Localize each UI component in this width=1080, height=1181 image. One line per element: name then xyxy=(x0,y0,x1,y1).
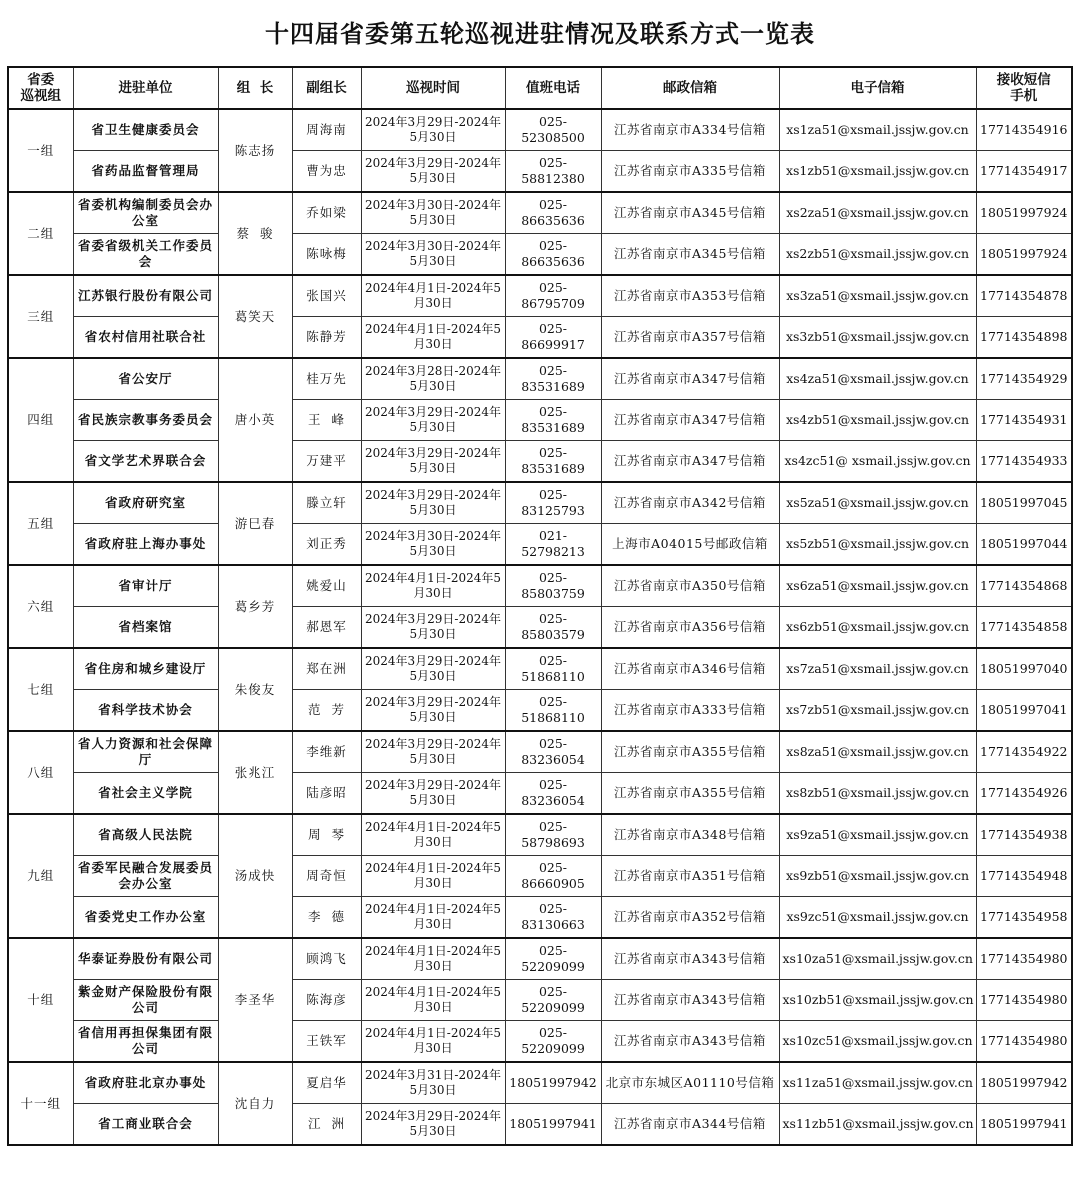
duty-phone: 025-51868110 xyxy=(505,690,601,732)
inspection-time: 2024年4月1日-2024年5月30日 xyxy=(361,317,505,359)
email-address: xs7za51@xsmail.jssjw.gov.cn xyxy=(779,648,976,690)
leader-name: 李圣华 xyxy=(218,938,292,1062)
deputy-name: 王 峰 xyxy=(292,400,361,441)
unit-name: 省高级人民法院 xyxy=(73,814,218,856)
deputy-name: 顾鸿飞 xyxy=(292,938,361,980)
unit-name: 省科学技术协会 xyxy=(73,690,218,732)
inspection-time: 2024年3月29日-2024年5月30日 xyxy=(361,773,505,815)
duty-phone: 025-83130663 xyxy=(505,897,601,939)
inspection-time: 2024年4月1日-2024年5月30日 xyxy=(361,897,505,939)
header-deputy: 副组长 xyxy=(292,67,361,109)
duty-phone: 025-86660905 xyxy=(505,856,601,897)
sms-mobile: 17714354926 xyxy=(976,773,1072,815)
deputy-name: 李维新 xyxy=(292,731,361,773)
sms-mobile: 17714354898 xyxy=(976,317,1072,359)
postal-mailbox: 江苏省南京市A343号信箱 xyxy=(601,1021,779,1063)
deputy-name: 乔如梁 xyxy=(292,192,361,234)
email-address: xs5zb51@xsmail.jssjw.gov.cn xyxy=(779,524,976,566)
table-row xyxy=(8,607,1072,649)
postal-mailbox: 江苏省南京市A355号信箱 xyxy=(601,731,779,773)
deputy-name: 张国兴 xyxy=(292,275,361,317)
inspection-time: 2024年4月1日-2024年5月30日 xyxy=(361,565,505,607)
duty-phone: 025-52209099 xyxy=(505,980,601,1021)
postal-mailbox: 江苏省南京市A333号信箱 xyxy=(601,690,779,732)
unit-name: 省审计厅 xyxy=(73,565,218,607)
inspection-time: 2024年3月29日-2024年5月30日 xyxy=(361,1104,505,1146)
inspection-time: 2024年3月30日-2024年5月30日 xyxy=(361,192,505,234)
sms-mobile: 18051997045 xyxy=(976,482,1072,524)
sms-mobile: 17714354980 xyxy=(976,980,1072,1021)
postal-mailbox: 江苏省南京市A351号信箱 xyxy=(601,856,779,897)
unit-name: 省公安厅 xyxy=(73,358,218,400)
inspection-time: 2024年3月29日-2024年5月30日 xyxy=(361,441,505,483)
leader-name: 张兆江 xyxy=(218,731,292,814)
email-address: xs10za51@xsmail.jssjw.gov.cn xyxy=(779,938,976,980)
deputy-name: 姚爱山 xyxy=(292,565,361,607)
deputy-name: 江 洲 xyxy=(292,1104,361,1146)
postal-mailbox: 江苏省南京市A355号信箱 xyxy=(601,773,779,815)
sms-mobile: 17714354917 xyxy=(976,151,1072,193)
inspection-time: 2024年4月1日-2024年5月30日 xyxy=(361,938,505,980)
email-address: xs6zb51@xsmail.jssjw.gov.cn xyxy=(779,607,976,649)
deputy-name: 曹为忠 xyxy=(292,151,361,193)
email-address: xs10zb51@xsmail.jssjw.gov.cn xyxy=(779,980,976,1021)
inspection-time: 2024年3月29日-2024年5月30日 xyxy=(361,400,505,441)
unit-name: 省工商业联合会 xyxy=(73,1104,218,1146)
sms-mobile: 17714354868 xyxy=(976,565,1072,607)
table-row xyxy=(8,275,1072,317)
email-address: xs4za51@xsmail.jssjw.gov.cn xyxy=(779,358,976,400)
duty-phone: 18051997941 xyxy=(505,1104,601,1146)
postal-mailbox: 江苏省南京市A343号信箱 xyxy=(601,980,779,1021)
unit-name: 省委省级机关工作委员会 xyxy=(73,234,218,276)
email-address: xs9za51@xsmail.jssjw.gov.cn xyxy=(779,814,976,856)
duty-phone: 025-83531689 xyxy=(505,358,601,400)
duty-phone: 025-83236054 xyxy=(505,731,601,773)
postal-mailbox: 江苏省南京市A342号信箱 xyxy=(601,482,779,524)
duty-phone: 025-52308500 xyxy=(505,109,601,151)
table-row xyxy=(8,1104,1072,1146)
table-row xyxy=(8,897,1072,939)
table-row xyxy=(8,814,1072,856)
postal-mailbox: 江苏省南京市A346号信箱 xyxy=(601,648,779,690)
leader-name: 唐小英 xyxy=(218,358,292,482)
leader-name: 葛笑天 xyxy=(218,275,292,358)
inspection-time: 2024年4月1日-2024年5月30日 xyxy=(361,814,505,856)
deputy-name: 李 德 xyxy=(292,897,361,939)
email-address: xs9zc51@xsmail.jssjw.gov.cn xyxy=(779,897,976,939)
unit-name: 省政府驻北京办事处 xyxy=(73,1062,218,1104)
deputy-name: 陈咏梅 xyxy=(292,234,361,276)
email-address: xs3za51@xsmail.jssjw.gov.cn xyxy=(779,275,976,317)
inspection-time: 2024年3月29日-2024年5月30日 xyxy=(361,648,505,690)
unit-name: 华泰证券股份有限公司 xyxy=(73,938,218,980)
unit-name: 省人力资源和社会保障厅 xyxy=(73,731,218,773)
table-row xyxy=(8,773,1072,815)
postal-mailbox: 江苏省南京市A348号信箱 xyxy=(601,814,779,856)
deputy-name: 刘正秀 xyxy=(292,524,361,566)
leader-name: 朱俊友 xyxy=(218,648,292,731)
table-row xyxy=(8,856,1072,897)
table-row xyxy=(8,1021,1072,1063)
postal-mailbox: 江苏省南京市A356号信箱 xyxy=(601,607,779,649)
deputy-name: 周 琴 xyxy=(292,814,361,856)
group-name: 七组 xyxy=(8,648,73,731)
unit-name: 紫金财产保险股份有限公司 xyxy=(73,980,218,1021)
email-address: xs10zc51@xsmail.jssjw.gov.cn xyxy=(779,1021,976,1063)
email-address: xs2za51@xsmail.jssjw.gov.cn xyxy=(779,192,976,234)
leader-name: 汤成快 xyxy=(218,814,292,938)
table-header-row xyxy=(8,67,1072,109)
sms-mobile: 18051997040 xyxy=(976,648,1072,690)
email-address: xs5za51@xsmail.jssjw.gov.cn xyxy=(779,482,976,524)
group-name: 四组 xyxy=(8,358,73,482)
duty-phone: 025-58812380 xyxy=(505,151,601,193)
duty-phone: 025-86635636 xyxy=(505,192,601,234)
deputy-name: 郝恩军 xyxy=(292,607,361,649)
table-body xyxy=(8,109,1072,1145)
leader-name: 蔡 骏 xyxy=(218,192,292,275)
inspection-time: 2024年3月28日-2024年5月30日 xyxy=(361,358,505,400)
header-time: 巡视时间 xyxy=(361,67,505,109)
unit-name: 省委机构编制委员会办公室 xyxy=(73,192,218,234)
inspection-time: 2024年4月1日-2024年5月30日 xyxy=(361,980,505,1021)
postal-mailbox: 北京市东城区A01110号信箱 xyxy=(601,1062,779,1104)
table-row xyxy=(8,151,1072,193)
deputy-name: 周奇恒 xyxy=(292,856,361,897)
sms-mobile: 18051997942 xyxy=(976,1062,1072,1104)
table-row xyxy=(8,441,1072,483)
postal-mailbox: 江苏省南京市A347号信箱 xyxy=(601,400,779,441)
duty-phone: 025-58798693 xyxy=(505,814,601,856)
deputy-name: 王铁军 xyxy=(292,1021,361,1063)
header-mail: 邮政信箱 xyxy=(601,67,779,109)
sms-mobile: 17714354958 xyxy=(976,897,1072,939)
header-group: 省委 巡视组 xyxy=(8,67,73,109)
deputy-name: 桂万先 xyxy=(292,358,361,400)
deputy-name: 郑在洲 xyxy=(292,648,361,690)
deputy-name: 陈海彦 xyxy=(292,980,361,1021)
deputy-name: 夏启华 xyxy=(292,1062,361,1104)
unit-name: 省民族宗教事务委员会 xyxy=(73,400,218,441)
leader-name: 游巳春 xyxy=(218,482,292,565)
postal-mailbox: 江苏省南京市A347号信箱 xyxy=(601,358,779,400)
inspection-table xyxy=(7,66,1073,1146)
unit-name: 省药品监督管理局 xyxy=(73,151,218,193)
header-phone: 值班电话 xyxy=(505,67,601,109)
group-name: 三组 xyxy=(8,275,73,358)
email-address: xs8za51@xsmail.jssjw.gov.cn xyxy=(779,731,976,773)
postal-mailbox: 江苏省南京市A335号信箱 xyxy=(601,151,779,193)
duty-phone: 025-86635636 xyxy=(505,234,601,276)
header-leader: 组 长 xyxy=(218,67,292,109)
sms-mobile: 17714354980 xyxy=(976,938,1072,980)
email-address: xs8zb51@xsmail.jssjw.gov.cn xyxy=(779,773,976,815)
unit-name: 省文学艺术界联合会 xyxy=(73,441,218,483)
deputy-name: 陆彦昭 xyxy=(292,773,361,815)
inspection-time: 2024年3月31日-2024年5月30日 xyxy=(361,1062,505,1104)
sms-mobile: 17714354878 xyxy=(976,275,1072,317)
inspection-time: 2024年4月1日-2024年5月30日 xyxy=(361,275,505,317)
postal-mailbox: 江苏省南京市A353号信箱 xyxy=(601,275,779,317)
group-name: 十一组 xyxy=(8,1062,73,1145)
group-name: 六组 xyxy=(8,565,73,648)
sms-mobile: 17714354858 xyxy=(976,607,1072,649)
inspection-time: 2024年3月30日-2024年5月30日 xyxy=(361,524,505,566)
duty-phone: 021-52798213 xyxy=(505,524,601,566)
duty-phone: 025-51868110 xyxy=(505,648,601,690)
inspection-time: 2024年4月1日-2024年5月30日 xyxy=(361,856,505,897)
sms-mobile: 17714354938 xyxy=(976,814,1072,856)
duty-phone: 025-86795709 xyxy=(505,275,601,317)
unit-name: 省政府研究室 xyxy=(73,482,218,524)
leader-name: 陈志扬 xyxy=(218,109,292,192)
duty-phone: 025-85803759 xyxy=(505,565,601,607)
sms-mobile: 17714354931 xyxy=(976,400,1072,441)
inspection-time: 2024年3月29日-2024年5月30日 xyxy=(361,690,505,732)
email-address: xs2zb51@xsmail.jssjw.gov.cn xyxy=(779,234,976,276)
sms-mobile: 18051997044 xyxy=(976,524,1072,566)
table-row xyxy=(8,1062,1072,1104)
email-address: xs4zb51@xsmail.jssjw.gov.cn xyxy=(779,400,976,441)
postal-mailbox: 江苏省南京市A352号信箱 xyxy=(601,897,779,939)
postal-mailbox: 江苏省南京市A347号信箱 xyxy=(601,441,779,483)
sms-mobile: 17714354929 xyxy=(976,358,1072,400)
deputy-name: 陈静芳 xyxy=(292,317,361,359)
group-name: 九组 xyxy=(8,814,73,938)
duty-phone: 025-52209099 xyxy=(505,938,601,980)
deputy-name: 范 芳 xyxy=(292,690,361,732)
duty-phone: 025-83531689 xyxy=(505,400,601,441)
deputy-name: 周海南 xyxy=(292,109,361,151)
sms-mobile: 18051997941 xyxy=(976,1104,1072,1146)
deputy-name: 滕立轩 xyxy=(292,482,361,524)
email-address: xs1zb51@xsmail.jssjw.gov.cn xyxy=(779,151,976,193)
sms-mobile: 18051997924 xyxy=(976,192,1072,234)
table-row xyxy=(8,690,1072,732)
unit-name: 省委军民融合发展委员会办公室 xyxy=(73,856,218,897)
email-address: xs11zb51@xsmail.jssjw.gov.cn xyxy=(779,1104,976,1146)
inspection-time: 2024年3月29日-2024年5月30日 xyxy=(361,151,505,193)
duty-phone: 025-83531689 xyxy=(505,441,601,483)
duty-phone: 025-85803579 xyxy=(505,607,601,649)
table-row xyxy=(8,648,1072,690)
postal-mailbox: 江苏省南京市A345号信箱 xyxy=(601,192,779,234)
email-address: xs1za51@xsmail.jssjw.gov.cn xyxy=(779,109,976,151)
unit-name: 省档案馆 xyxy=(73,607,218,649)
postal-mailbox: 上海市A04015号邮政信箱 xyxy=(601,524,779,566)
group-name: 五组 xyxy=(8,482,73,565)
duty-phone: 18051997942 xyxy=(505,1062,601,1104)
table-row xyxy=(8,731,1072,773)
group-name: 二组 xyxy=(8,192,73,275)
duty-phone: 025-83125793 xyxy=(505,482,601,524)
sms-mobile: 17714354980 xyxy=(976,1021,1072,1063)
sms-mobile: 17714354948 xyxy=(976,856,1072,897)
table-row xyxy=(8,524,1072,566)
table-row xyxy=(8,980,1072,1021)
inspection-time: 2024年3月29日-2024年5月30日 xyxy=(361,731,505,773)
email-address: xs9zb51@xsmail.jssjw.gov.cn xyxy=(779,856,976,897)
postal-mailbox: 江苏省南京市A350号信箱 xyxy=(601,565,779,607)
unit-name: 省卫生健康委员会 xyxy=(73,109,218,151)
duty-phone: 025-83236054 xyxy=(505,773,601,815)
table-row xyxy=(8,358,1072,400)
sms-mobile: 18051997041 xyxy=(976,690,1072,732)
email-address: xs11za51@xsmail.jssjw.gov.cn xyxy=(779,1062,976,1104)
duty-phone: 025-52209099 xyxy=(505,1021,601,1063)
table-row xyxy=(8,938,1072,980)
table-row xyxy=(8,482,1072,524)
header-unit: 进驻单位 xyxy=(73,67,218,109)
table-row xyxy=(8,400,1072,441)
postal-mailbox: 江苏省南京市A343号信箱 xyxy=(601,938,779,980)
inspection-time: 2024年4月1日-2024年5月30日 xyxy=(361,1021,505,1063)
sms-mobile: 17714354922 xyxy=(976,731,1072,773)
unit-name: 省信用再担保集团有限公司 xyxy=(73,1021,218,1063)
email-address: xs6za51@xsmail.jssjw.gov.cn xyxy=(779,565,976,607)
inspection-time: 2024年3月29日-2024年5月30日 xyxy=(361,482,505,524)
postal-mailbox: 江苏省南京市A345号信箱 xyxy=(601,234,779,276)
email-address: xs3zb51@xsmail.jssjw.gov.cn xyxy=(779,317,976,359)
page-title: 十四届省委第五轮巡视进驻情况及联系方式一览表 xyxy=(265,19,815,48)
sms-mobile: 18051997924 xyxy=(976,234,1072,276)
unit-name: 省社会主义学院 xyxy=(73,773,218,815)
inspection-time: 2024年3月30日-2024年5月30日 xyxy=(361,234,505,276)
header-email: 电子信箱 xyxy=(779,67,976,109)
table-row xyxy=(8,234,1072,276)
leader-name: 沈自力 xyxy=(218,1062,292,1145)
duty-phone: 025-86699917 xyxy=(505,317,601,359)
sms-mobile: 17714354916 xyxy=(976,109,1072,151)
leader-name: 葛乡芳 xyxy=(218,565,292,648)
unit-name: 江苏银行股份有限公司 xyxy=(73,275,218,317)
deputy-name: 万建平 xyxy=(292,441,361,483)
group-name: 一组 xyxy=(8,109,73,192)
email-address: xs4zc51@ xsmail.jssjw.gov.cn xyxy=(779,441,976,483)
table-row xyxy=(8,109,1072,151)
table-row xyxy=(8,317,1072,359)
group-name: 八组 xyxy=(8,731,73,814)
header-mobile: 接收短信 手机 xyxy=(976,67,1072,109)
postal-mailbox: 江苏省南京市A357号信箱 xyxy=(601,317,779,359)
table-row xyxy=(8,565,1072,607)
unit-name: 省委党史工作办公室 xyxy=(73,897,218,939)
sms-mobile: 17714354933 xyxy=(976,441,1072,483)
inspection-time: 2024年3月29日-2024年5月30日 xyxy=(361,607,505,649)
unit-name: 省政府驻上海办事处 xyxy=(73,524,218,566)
unit-name: 省住房和城乡建设厅 xyxy=(73,648,218,690)
group-name: 十组 xyxy=(8,938,73,1062)
table-row xyxy=(8,192,1072,234)
postal-mailbox: 江苏省南京市A334号信箱 xyxy=(601,109,779,151)
inspection-time: 2024年3月29日-2024年5月30日 xyxy=(361,109,505,151)
email-address: xs7zb51@xsmail.jssjw.gov.cn xyxy=(779,690,976,732)
unit-name: 省农村信用社联合社 xyxy=(73,317,218,359)
postal-mailbox: 江苏省南京市A344号信箱 xyxy=(601,1104,779,1146)
